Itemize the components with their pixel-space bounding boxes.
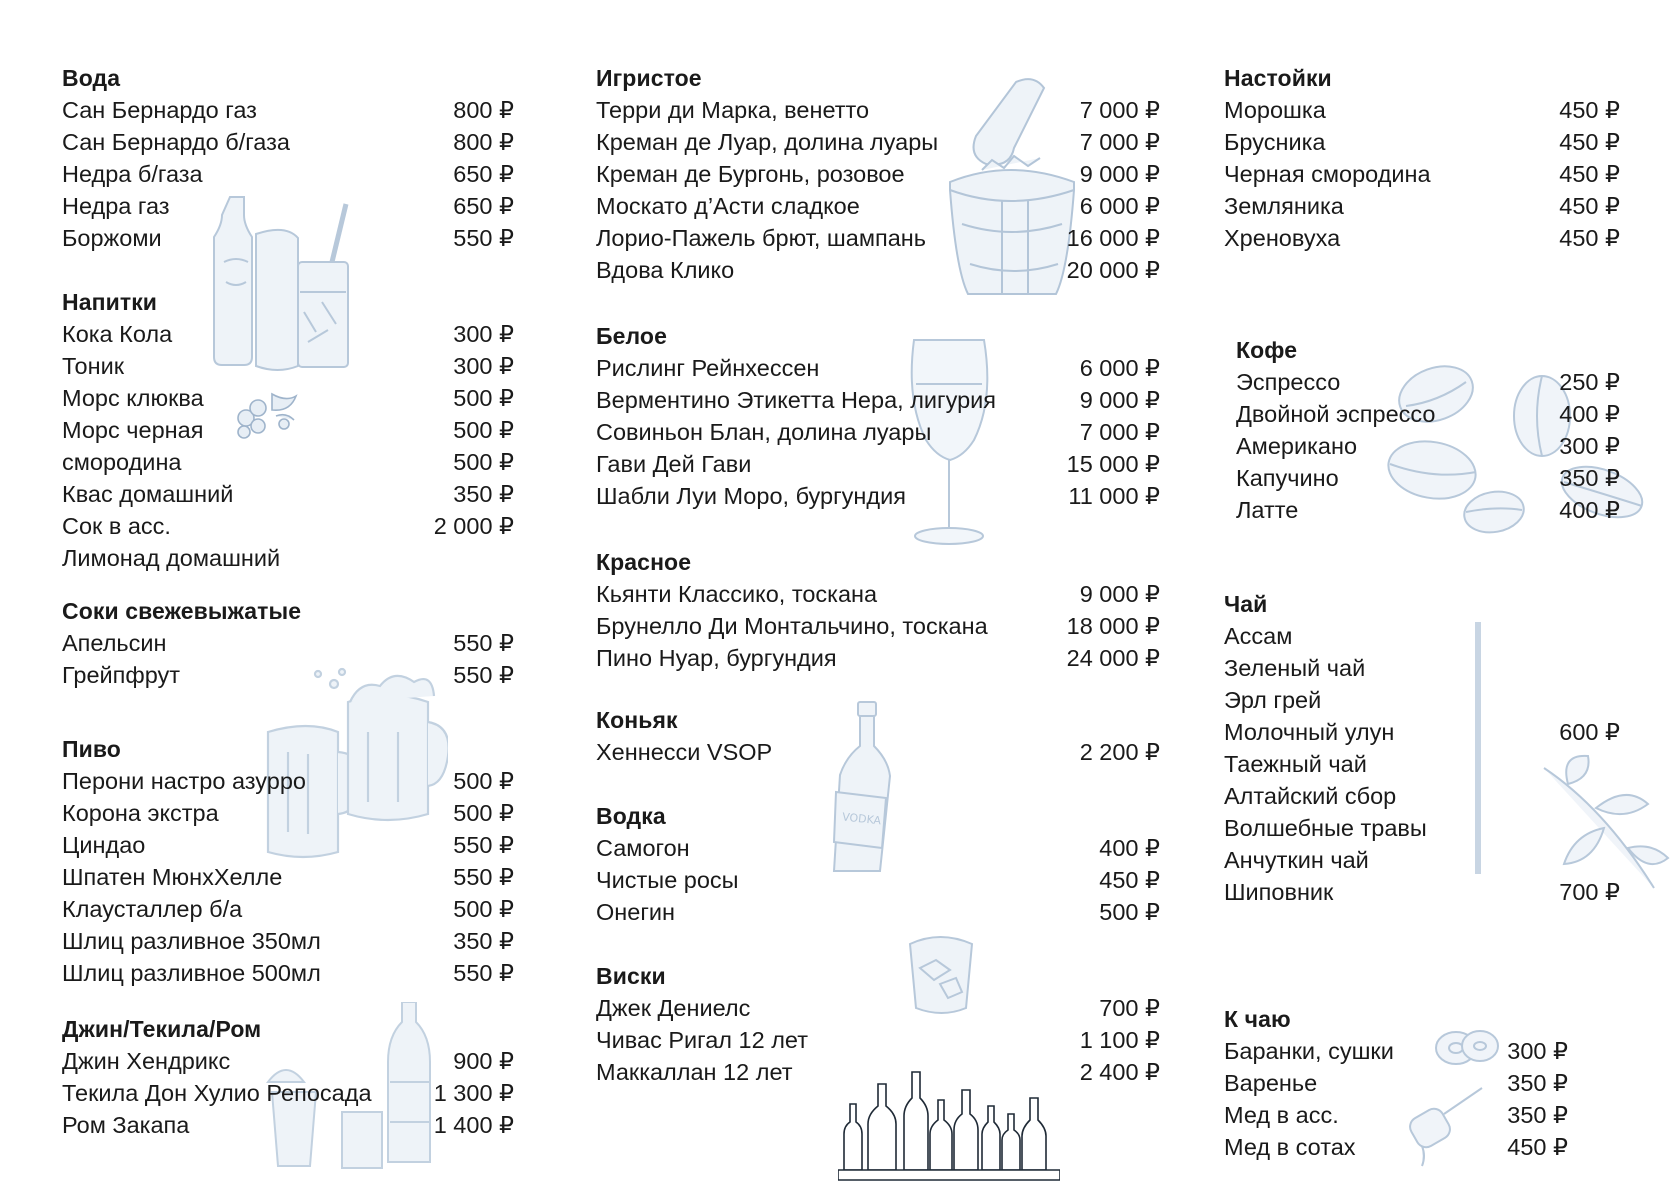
menu-item xyxy=(596,158,1160,190)
item-price: 1 300 ₽ xyxy=(433,1080,514,1106)
menu-list-soki xyxy=(62,627,514,691)
section-nastoyki xyxy=(1224,62,1620,254)
menu-item xyxy=(62,1045,514,1077)
item-name: Брунелло Ди Монтальчино, тоскана xyxy=(596,613,988,639)
menu-item xyxy=(62,414,514,446)
menu-list-dzhin xyxy=(62,1045,514,1141)
menu-list-pivo xyxy=(62,765,514,989)
item-price: 450 ₽ xyxy=(1559,225,1620,251)
section-title-dzhin: Джин/Текила/Ром xyxy=(62,1016,262,1042)
item-name: Пино Нуар, бургундия xyxy=(596,645,837,671)
item-name: Шлиц разливное 350мл xyxy=(62,928,321,954)
item-price: 9 000 ₽ xyxy=(1079,161,1160,187)
item-price: 800 ₽ xyxy=(453,129,514,155)
item-price: 550 ₽ xyxy=(453,225,514,251)
item-price: 350 ₽ xyxy=(1559,465,1620,491)
item-name: Морс черная xyxy=(62,417,204,443)
item-name: Апельсин xyxy=(62,630,167,656)
item-name: Мед в асс. xyxy=(1224,1102,1339,1128)
item-name: Джин Хендрикс xyxy=(62,1048,231,1074)
menu-item xyxy=(62,446,514,478)
menu-list-voda xyxy=(62,94,514,254)
item-price: 500 ₽ xyxy=(453,800,514,826)
menu-item xyxy=(62,829,514,861)
item-price: 300 ₽ xyxy=(1559,433,1620,459)
section-kofe xyxy=(1236,334,1620,526)
item-price: 7 000 ₽ xyxy=(1079,97,1160,123)
menu-item xyxy=(596,1024,1160,1056)
menu-item xyxy=(1236,398,1620,430)
item-name: Черная смородина xyxy=(1224,161,1431,187)
item-price: 16 000 ₽ xyxy=(1066,225,1160,251)
item-name: Брусника xyxy=(1224,129,1326,155)
item-name: Хеннесси VSOP xyxy=(596,739,773,765)
menu-list-napitki xyxy=(62,318,514,574)
item-name: Перони настро азурро xyxy=(62,768,306,794)
item-name: Шпатен МюнхХелле xyxy=(62,864,283,890)
menu-item xyxy=(62,94,514,126)
item-name: Хреновуха xyxy=(1224,225,1341,251)
menu-item xyxy=(62,318,514,350)
section-title-krasnoe: Красное xyxy=(596,549,692,575)
tea-price-bracket xyxy=(1475,622,1481,874)
item-name: Верментино Этикетта Нера, лигурия xyxy=(596,387,997,413)
section-title-soki: Соки свежевыжатые xyxy=(62,598,302,624)
menu-item xyxy=(62,222,514,254)
menu-list-viski xyxy=(596,992,1160,1088)
menu-item xyxy=(596,992,1160,1024)
item-price: 11 000 ₽ xyxy=(1068,483,1160,509)
menu-item xyxy=(596,352,1160,384)
menu-item xyxy=(1224,620,1620,652)
menu-item xyxy=(1224,1067,1568,1099)
item-price: 300 ₽ xyxy=(453,353,514,379)
item-price: 250 ₽ xyxy=(1559,369,1620,395)
menu-item xyxy=(62,893,514,925)
section-krasnoe xyxy=(596,546,1160,674)
item-price: 400 ₽ xyxy=(1099,835,1160,861)
menu-list-konyak xyxy=(596,736,1160,768)
menu-item xyxy=(1224,748,1620,780)
item-name: Волшебные травы xyxy=(1224,815,1427,841)
menu-item xyxy=(62,190,514,222)
menu-item xyxy=(596,578,1160,610)
item-price: 500 ₽ xyxy=(453,896,514,922)
item-name: Сан Бернардо газ xyxy=(62,97,257,123)
menu-item xyxy=(1224,94,1620,126)
menu-item xyxy=(62,542,514,574)
menu-item xyxy=(1224,844,1620,876)
item-name: Лорио-Пажель брют, шампань xyxy=(596,225,926,251)
menu-item xyxy=(62,925,514,957)
menu-item xyxy=(596,896,1160,928)
menu-item xyxy=(1224,126,1620,158)
menu-item xyxy=(1224,190,1620,222)
menu-item xyxy=(1224,158,1620,190)
item-price: 450 ₽ xyxy=(1559,129,1620,155)
section-title-beloe: Белое xyxy=(596,323,667,349)
item-price: 2 400 ₽ xyxy=(1079,1059,1160,1085)
section-chay xyxy=(1224,588,1620,908)
menu-item xyxy=(1224,1035,1568,1067)
menu-item xyxy=(1236,494,1620,526)
menu-item xyxy=(62,627,514,659)
item-price: 350 ₽ xyxy=(1507,1102,1568,1128)
menu-item xyxy=(596,864,1160,896)
menu-item xyxy=(1224,222,1620,254)
item-name: Шлиц разливное 500мл xyxy=(62,960,321,986)
item-name: Американо xyxy=(1236,433,1358,459)
menu-item xyxy=(1224,1099,1568,1131)
item-price: 550 ₽ xyxy=(453,662,514,688)
item-price: 550 ₽ xyxy=(453,960,514,986)
section-vodka xyxy=(596,800,1160,928)
item-name: Гави Дей Гави xyxy=(596,451,752,477)
item-name: Джек Дениелс xyxy=(596,995,751,1021)
item-name: Латте xyxy=(1236,497,1299,523)
item-name: Зеленый чай xyxy=(1224,655,1366,681)
section-voda xyxy=(62,62,514,254)
section-title-napitki: Напитки xyxy=(62,289,158,315)
menu-item xyxy=(62,158,514,190)
item-price: 300 ₽ xyxy=(1507,1038,1568,1064)
menu-list-vodka xyxy=(596,832,1160,928)
item-price: 6 000 ₽ xyxy=(1079,355,1160,381)
menu-list-kofe xyxy=(1236,366,1620,526)
item-name: Боржоми xyxy=(62,225,162,251)
item-name: Чистые росы xyxy=(596,867,739,893)
item-name: Морс клюква xyxy=(62,385,204,411)
item-name: Анчуткин чай xyxy=(1224,847,1369,873)
menu-item xyxy=(1236,462,1620,494)
menu-item xyxy=(1224,812,1620,844)
section-title-viski: Виски xyxy=(596,963,666,989)
item-price: 500 ₽ xyxy=(453,417,514,443)
menu-item xyxy=(596,1056,1160,1088)
item-name: Ром Закапа xyxy=(62,1112,190,1138)
item-price: 700 ₽ xyxy=(1559,879,1620,905)
item-price: 24 000 ₽ xyxy=(1066,645,1160,671)
item-price: 450 ₽ xyxy=(1559,161,1620,187)
section-dzhin xyxy=(62,1013,514,1141)
item-name: Квас домашний xyxy=(62,481,234,507)
item-price: 1 400 ₽ xyxy=(433,1112,514,1138)
item-name: Онегин xyxy=(596,899,676,925)
menu-item xyxy=(62,126,514,158)
menu-item xyxy=(1224,716,1620,748)
menu-item xyxy=(1236,430,1620,462)
item-name: Ассам xyxy=(1224,623,1293,649)
menu-item xyxy=(1224,780,1620,812)
item-price: 550 ₽ xyxy=(453,864,514,890)
item-name: Недра б/газа xyxy=(62,161,203,187)
menu-item xyxy=(62,1077,514,1109)
item-name: Клаусталлер б/а xyxy=(62,896,243,922)
item-name: Вдова Клико xyxy=(596,257,735,283)
item-name: Земляника xyxy=(1224,193,1344,219)
item-price: 450 ₽ xyxy=(1099,867,1160,893)
item-name: Таежный чай xyxy=(1224,751,1367,777)
menu-item xyxy=(62,478,514,510)
section-beloe xyxy=(596,320,1160,512)
menu-item xyxy=(596,416,1160,448)
item-name: Шиповник xyxy=(1224,879,1334,905)
item-name: Варенье xyxy=(1224,1070,1318,1096)
section-title-voda: Вода xyxy=(62,65,121,91)
menu-item xyxy=(596,190,1160,222)
menu-item xyxy=(596,254,1160,286)
item-name: Корона экстра xyxy=(62,800,219,826)
item-name: Москато д’Асти сладкое xyxy=(596,193,860,219)
menu-item xyxy=(1224,876,1620,908)
item-name: Кьянти Классико, тоскана xyxy=(596,581,878,607)
item-name: Циндао xyxy=(62,832,146,858)
item-name: Мед в сотах xyxy=(1224,1134,1356,1160)
menu-item xyxy=(62,382,514,414)
menu-item xyxy=(1224,1131,1568,1163)
item-name: Маккаллан 12 лет xyxy=(596,1059,793,1085)
section-title-k-chayu: К чаю xyxy=(1224,1006,1291,1032)
section-k-chayu xyxy=(1224,1003,1568,1163)
menu-item xyxy=(596,642,1160,674)
item-name: Сан Бернардо б/газа xyxy=(62,129,290,155)
item-price: 600 ₽ xyxy=(1559,719,1620,745)
item-name: Креман де Луар, долина луары xyxy=(596,129,939,155)
menu-item xyxy=(1224,684,1620,716)
section-soki xyxy=(62,595,514,691)
item-price: 7 000 ₽ xyxy=(1079,419,1160,445)
item-name: Морошка xyxy=(1224,97,1326,123)
menu-item xyxy=(596,610,1160,642)
item-price: 450 ₽ xyxy=(1507,1134,1568,1160)
section-title-igristoe: Игристое xyxy=(596,65,702,91)
menu-item xyxy=(1224,652,1620,684)
item-name: Рислинг Рейнхессен xyxy=(596,355,820,381)
item-price: 450 ₽ xyxy=(1559,97,1620,123)
menu-item xyxy=(596,126,1160,158)
item-name: Терри ди Марка, венетто xyxy=(596,97,870,123)
item-price: 350 ₽ xyxy=(1507,1070,1568,1096)
item-price: 550 ₽ xyxy=(453,630,514,656)
item-name: Эрл грей xyxy=(1224,687,1322,713)
item-price: 9 000 ₽ xyxy=(1079,581,1160,607)
item-name: Недра газ xyxy=(62,193,170,219)
item-price: 500 ₽ xyxy=(453,768,514,794)
item-name: Совиньон Блан, долина луары xyxy=(596,419,932,445)
menu-item xyxy=(596,384,1160,416)
item-price: 650 ₽ xyxy=(453,161,514,187)
section-konyak xyxy=(596,704,1160,768)
item-price: 2 200 ₽ xyxy=(1079,739,1160,765)
menu-item xyxy=(596,480,1160,512)
item-price: 500 ₽ xyxy=(1099,899,1160,925)
menu-list-chay xyxy=(1224,620,1620,908)
item-price: 350 ₽ xyxy=(453,481,514,507)
item-price: 700 ₽ xyxy=(1099,995,1160,1021)
menu-item xyxy=(596,832,1160,864)
item-price: 800 ₽ xyxy=(453,97,514,123)
section-title-nastoyki: Настойки xyxy=(1224,65,1332,91)
menu-list-krasnoe xyxy=(596,578,1160,674)
item-name: Самогон xyxy=(596,835,690,861)
menu-item xyxy=(596,448,1160,480)
menu-list-k-chayu xyxy=(1224,1035,1568,1163)
item-price: 9 000 ₽ xyxy=(1079,387,1160,413)
menu-item xyxy=(596,736,1160,768)
menu-item xyxy=(62,861,514,893)
section-title-vodka: Водка xyxy=(596,803,666,829)
item-price: 900 ₽ xyxy=(453,1048,514,1074)
section-viski xyxy=(596,960,1160,1088)
menu-list-beloe xyxy=(596,352,1160,512)
item-name: Тоник xyxy=(62,353,124,379)
menu-list-nastoyki xyxy=(1224,94,1620,254)
item-price: 550 ₽ xyxy=(453,832,514,858)
menu-item xyxy=(596,222,1160,254)
section-pivo xyxy=(62,733,514,989)
item-price: 400 ₽ xyxy=(1559,497,1620,523)
item-price: 20 000 ₽ xyxy=(1066,257,1160,283)
section-napitki xyxy=(62,286,514,574)
menu-item xyxy=(596,94,1160,126)
item-name: Шабли Луи Моро, бургундия xyxy=(596,483,906,509)
item-name: Чивас Ригал 12 лет xyxy=(596,1027,808,1053)
menu-item xyxy=(62,765,514,797)
item-name: Баранки, сушки xyxy=(1224,1038,1394,1064)
item-name: Сок в асс. xyxy=(62,513,171,539)
item-name: Текила Дон Хулио Репосада xyxy=(62,1080,372,1106)
item-price: 1 100 ₽ xyxy=(1079,1027,1160,1053)
item-price: 15 000 ₽ xyxy=(1066,451,1160,477)
menu-item xyxy=(62,510,514,542)
item-name: смородина xyxy=(62,449,182,475)
section-title-konyak: Коньяк xyxy=(596,707,678,733)
section-igristoe xyxy=(596,62,1160,286)
item-price: 18 000 ₽ xyxy=(1066,613,1160,639)
item-name: Двойной эспрессо xyxy=(1236,401,1436,427)
item-name: Эспрессо xyxy=(1236,369,1341,395)
item-name: Лимонад домашний xyxy=(62,545,281,571)
item-price: 7 000 ₽ xyxy=(1079,129,1160,155)
menu-item xyxy=(62,957,514,989)
svg-text:VODKA: VODKA xyxy=(841,810,882,828)
item-price: 450 ₽ xyxy=(1559,193,1620,219)
section-title-kofe: Кофе xyxy=(1236,337,1298,363)
item-name: Кока Кола xyxy=(62,321,173,347)
menu-list-igristoe xyxy=(596,94,1160,286)
item-name: Креман де Бургонь, розовое xyxy=(596,161,905,187)
item-price: 300 ₽ xyxy=(453,321,514,347)
item-price: 400 ₽ xyxy=(1559,401,1620,427)
item-price: 650 ₽ xyxy=(453,193,514,219)
section-title-chay: Чай xyxy=(1224,591,1268,617)
item-price: 500 ₽ xyxy=(453,449,514,475)
menu-item xyxy=(62,1109,514,1141)
item-name: Алтайский сбор xyxy=(1224,783,1397,809)
item-price: 2 000 ₽ xyxy=(433,513,514,539)
item-name: Капучино xyxy=(1236,465,1339,491)
item-name: Молочный улун xyxy=(1224,719,1395,745)
item-price: 500 ₽ xyxy=(453,385,514,411)
section-title-pivo: Пиво xyxy=(62,736,121,762)
item-name: Грейпфрут xyxy=(62,662,181,688)
item-price: 350 ₽ xyxy=(453,928,514,954)
item-price: 6 000 ₽ xyxy=(1079,193,1160,219)
menu-item xyxy=(62,350,514,382)
menu-item xyxy=(1236,366,1620,398)
menu-item xyxy=(62,797,514,829)
menu-item xyxy=(62,659,514,691)
